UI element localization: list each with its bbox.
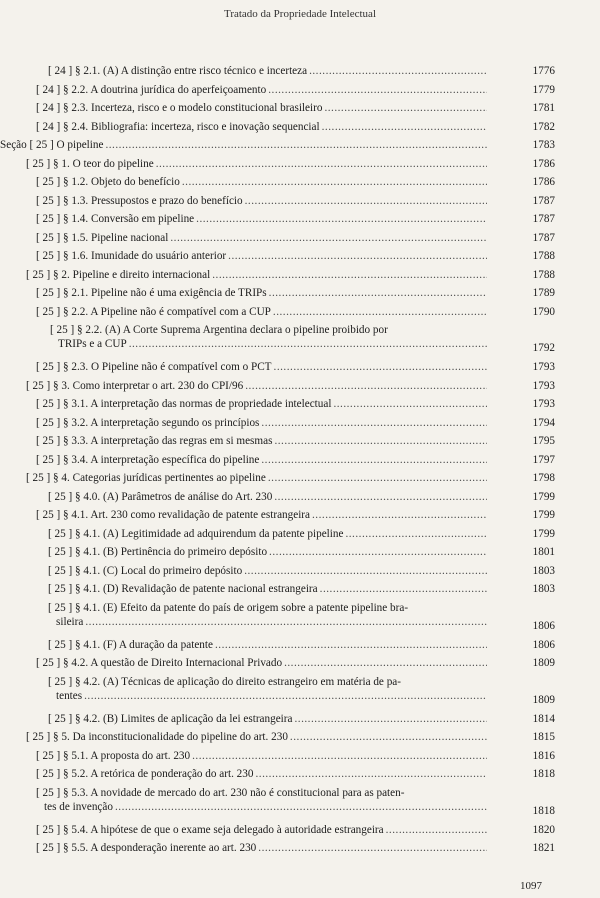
toc-entry-page: 1781	[532, 102, 555, 114]
toc-entry	[36, 786, 555, 823]
toc-entry-title: [ 25 ] § 2.2. A Pipeline não é compatível com a CUP	[36, 305, 271, 318]
toc-entry	[36, 749, 555, 768]
toc-entry	[48, 582, 555, 601]
toc-entry-page: 1818	[532, 768, 555, 780]
dot-leader	[105, 138, 487, 152]
toc-entry-page: 1782	[532, 120, 555, 133]
toc-entry	[36, 194, 555, 213]
dot-leader	[274, 434, 487, 448]
toc-entry	[36, 305, 555, 324]
toc-entry-title: [ 25 ] § 1.5. Pipeline nacional	[36, 231, 169, 244]
dot-leader	[228, 249, 487, 263]
toc-entry	[36, 231, 555, 250]
toc-entry-page: 1815	[532, 731, 555, 743]
dot-leader	[245, 379, 487, 393]
toc-entry	[36, 83, 555, 102]
dot-leader	[274, 490, 487, 504]
toc-entry-title: [ 25 ] § 4.1. Art. 230 como revalidação de patente estrangeira	[36, 509, 310, 521]
toc-entry	[36, 416, 555, 435]
toc-entry	[36, 841, 555, 860]
toc-entry-title: [ 25 ] § 1.3. Pressupostos e prazo do benefício	[36, 194, 243, 207]
toc-entry-title: [ 25 ] § 4.1. (B) Pertinência do primeiro depósito	[48, 546, 268, 558]
table-of-contents	[0, 64, 600, 860]
toc-entry-title: [ 25 ] § 4.2. (B) Limites de aplicação da lei estrangeira	[48, 712, 293, 725]
toc-entry-title: [ 25 ] § 4.1. (D) Revalidação de patente nacional estrangeira	[48, 583, 318, 595]
toc-entry-title: [ 24 ] § 2.4. Bibliografia: incerteza, risco e inovação sequencial	[36, 120, 320, 133]
toc-entry-title: [ 25 ] § 4.0. (A) Parâmetros de análise do Art. 230	[48, 490, 273, 503]
toc-entry-title: [ 24 ] § 2.3. Incerteza, risco e o modelo constitucional brasileiro	[36, 102, 323, 114]
toc-entry-title: [ 25 ] § 2.1. Pipeline não é uma exigência de TRIPs	[36, 287, 267, 299]
toc-entry-page: 1795	[532, 435, 555, 447]
toc-entry	[48, 675, 555, 712]
dot-leader	[170, 231, 487, 245]
toc-entry-page: 1801	[532, 546, 555, 558]
toc-entry	[48, 638, 555, 657]
dot-leader	[129, 337, 487, 351]
dot-leader	[156, 157, 487, 171]
dot-leader	[324, 101, 487, 115]
dot-leader	[261, 416, 487, 430]
toc-entry-title: [ 25 ] § 4.1. (A) Legitimidade ad adquirendum da patente pipeline	[48, 527, 344, 540]
toc-entry-page: 1799	[532, 527, 555, 540]
toc-entry-page: 1793	[532, 361, 555, 373]
toc-entry	[26, 157, 555, 176]
toc-entry-page: 1787	[532, 231, 555, 244]
dot-leader	[333, 397, 487, 411]
toc-entry-title: [ 25 ] § 4. Categorias jurídicas pertinentes ao pipeline	[26, 472, 266, 484]
toc-entry-page: 1786	[532, 157, 555, 170]
toc-entry	[48, 64, 555, 83]
toc-entry	[36, 453, 555, 472]
toc-entry	[36, 397, 555, 416]
toc-entry-title: [ 25 ] § 5.3. A novidade de mercado do art. 230 não é constitucional para as paten-	[36, 786, 405, 799]
toc-entry-title: [ 25 ] § 3. Como interpretar o art. 230 do CPI/96	[26, 379, 244, 392]
toc-entry	[26, 730, 555, 749]
toc-entry	[26, 379, 555, 398]
toc-entry	[36, 212, 555, 231]
toc-entry-title: [ 25 ] § 3.1. A interpretação das normas de propriedade intelectual	[36, 398, 332, 410]
toc-entry-page: 1798	[532, 472, 555, 484]
toc-entry-page: 1783	[532, 139, 555, 151]
toc-entry	[48, 490, 555, 509]
dot-leader	[84, 689, 487, 703]
toc-entry-title: [ 24 ] § 2.1. (A) A distinção entre risco técnico e incerteza	[48, 65, 308, 77]
toc-entry-page: 1787	[532, 213, 555, 225]
dot-leader	[245, 194, 487, 208]
toc-entry-page: 1793	[532, 379, 555, 392]
toc-entry-title: [ 25 ] § 1.6. Imunidade do usuário anterior	[36, 250, 227, 262]
dot-leader	[196, 212, 487, 226]
dot-leader	[115, 800, 487, 814]
toc-entry-title: [ 25 ] § 4.1. (F) A duração da patente	[48, 638, 213, 651]
toc-entry-page: 1816	[532, 749, 555, 762]
dot-leader	[255, 767, 487, 781]
dot-leader	[258, 841, 487, 855]
toc-entry-title: [ 25 ] § 4.1. (C) Local do primeiro depósito	[48, 564, 243, 577]
toc-entry-page: 1792	[532, 342, 555, 354]
toc-entry-title: [ 25 ] § 2.3. O Pipeline não é compatível com o PCT	[36, 361, 272, 373]
toc-entry	[26, 471, 555, 490]
toc-entry	[36, 823, 555, 842]
toc-entry	[36, 360, 555, 379]
toc-entry	[36, 101, 555, 120]
toc-entry-page: 1820	[532, 823, 555, 836]
toc-entry-page: 1788	[532, 268, 555, 281]
toc-entry	[48, 712, 555, 731]
dot-leader	[215, 638, 487, 652]
toc-entry	[26, 268, 555, 287]
dot-leader	[269, 286, 487, 300]
toc-entry	[36, 434, 555, 453]
dot-leader	[268, 471, 487, 485]
dot-leader	[85, 615, 487, 629]
toc-entry-page: 1793	[532, 398, 555, 410]
running-head: Tratado da Propriedade Intelectual	[223, 8, 376, 20]
dot-leader	[268, 83, 487, 97]
toc-entry-title-continuation: TRIPs e a CUP	[58, 338, 127, 350]
toc-entry-page: 1809	[532, 657, 555, 669]
toc-entry-title: [ 25 ] § 1.2. Objeto do benefício	[36, 176, 180, 188]
dot-leader	[386, 823, 487, 837]
toc-entry-title: [ 25 ] § 5.4. A hipótese de que o exame seja delegado à autoridade estrangeira	[36, 823, 384, 836]
toc-entry	[36, 175, 555, 194]
toc-entry	[48, 601, 555, 638]
dot-leader	[312, 508, 487, 522]
toc-entry	[36, 767, 555, 786]
dot-leader	[192, 749, 487, 763]
dot-leader	[309, 64, 487, 78]
toc-entry-title: [ 25 ] § 3.3. A interpretação das regras em si mesmas	[36, 435, 273, 447]
dot-leader	[244, 564, 487, 578]
dot-leader	[261, 453, 487, 467]
toc-entry-page: 1821	[532, 842, 555, 854]
toc-entry	[36, 249, 555, 268]
toc-entry	[0, 138, 555, 157]
toc-entry-title-continuation: sileira	[56, 615, 84, 628]
toc-entry-page: 1803	[532, 564, 555, 577]
dot-leader	[294, 712, 487, 726]
page-number: 1097	[520, 880, 542, 892]
toc-entry-title: [ 25 ] § 4.2. (A) Técnicas de aplicação do direito estrangeiro em matéria de pa-	[48, 675, 401, 688]
dot-leader	[322, 120, 487, 134]
toc-entry-page: 1806	[532, 619, 555, 632]
toc-entry-page: 1806	[532, 638, 555, 651]
toc-entry-title: Seção [ 25 ] O pipeline	[0, 139, 104, 151]
toc-entry-title: [ 25 ] § 3.2. A interpretação segundo os princípios	[36, 416, 260, 429]
toc-entry	[48, 564, 555, 583]
dot-leader	[212, 268, 487, 282]
toc-entry	[36, 286, 555, 305]
toc-entry-title: [ 25 ] § 4.1. (E) Efeito da patente do país de origem sobre a patente pipeline bra-	[48, 601, 409, 614]
toc-entry-page: 1814	[532, 712, 555, 725]
toc-entry-title: [ 25 ] § 3.4. A interpretação específica do pipeline	[36, 453, 260, 466]
toc-entry-title: [ 25 ] § 5.1. A proposta do art. 230	[36, 749, 191, 762]
dot-leader	[273, 305, 487, 319]
toc-entry-title: [ 25 ] § 2.2. (A) A Corte Suprema Argentina declara o pipeline proibido por	[50, 324, 388, 336]
dot-leader	[269, 545, 487, 559]
toc-entry-page: 1799	[532, 509, 555, 521]
toc-entry-page: 1809	[532, 693, 555, 706]
toc-entry	[36, 120, 555, 139]
toc-entry-title: [ 25 ] § 2. Pipeline e direito internacional	[26, 268, 211, 281]
toc-entry-title-continuation: tentes	[56, 689, 83, 702]
toc-entry	[48, 545, 555, 564]
toc-entry	[48, 527, 555, 546]
toc-entry	[36, 656, 555, 675]
dot-leader	[274, 360, 487, 374]
dot-leader	[320, 582, 487, 596]
toc-entry	[36, 508, 555, 527]
toc-entry-title: [ 25 ] § 4.2. A questão de Direito Internacional Privado	[36, 657, 283, 669]
toc-entry-page: 1797	[532, 453, 555, 466]
toc-entry-page: 1788	[532, 250, 555, 262]
toc-entry-page: 1776	[532, 65, 555, 77]
toc-entry-title: [ 25 ] § 1.4. Conversão em pipeline	[36, 213, 195, 225]
toc-entry-title-continuation: tes de invenção	[44, 800, 113, 813]
toc-entry-title: [ 24 ] § 2.2. A doutrina jurídica do aperfeiçoamento	[36, 83, 267, 96]
toc-entry-page: 1803	[532, 583, 555, 595]
toc-entry-page: 1789	[532, 287, 555, 299]
toc-entry-page: 1799	[532, 490, 555, 503]
toc-entry-page: 1779	[532, 83, 555, 96]
dot-leader	[290, 730, 487, 744]
toc-entry-page: 1818	[532, 804, 555, 817]
toc-entry-page: 1787	[532, 194, 555, 207]
toc-entry	[50, 323, 555, 360]
toc-entry-page: 1794	[532, 416, 555, 429]
dot-leader	[284, 656, 487, 670]
toc-entry-title: [ 25 ] § 1. O teor do pipeline	[26, 157, 154, 170]
toc-entry-page: 1790	[532, 305, 555, 318]
toc-entry-title: [ 25 ] § 5.5. A desponderação inerente ao art. 230	[36, 842, 257, 854]
dot-leader	[345, 527, 487, 541]
toc-entry-title: [ 25 ] § 5.2. A retórica de ponderação do art. 230	[36, 768, 254, 780]
toc-entry-title: [ 25 ] § 5. Da inconstitucionalidade do pipeline do art. 230	[26, 731, 288, 743]
dot-leader	[182, 175, 487, 189]
toc-entry-page: 1786	[532, 176, 555, 188]
